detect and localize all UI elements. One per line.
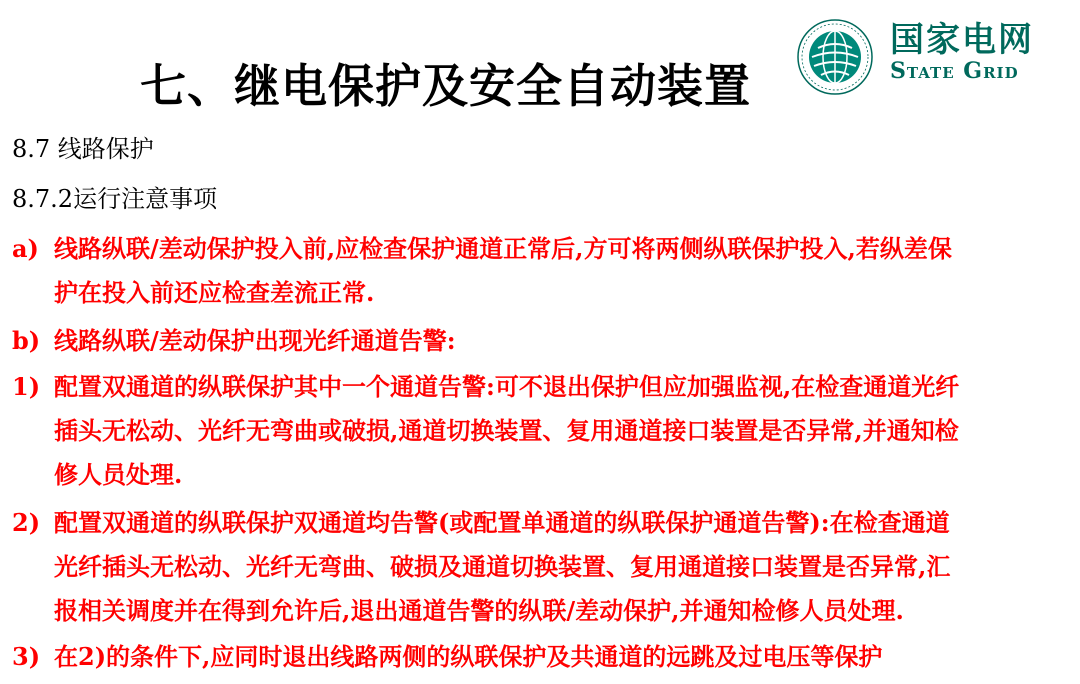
list-marker: 2) (12, 508, 41, 537)
list-item-text: 修人员处理. (54, 460, 183, 489)
list-marker: 1) (12, 372, 41, 401)
logo-english-name: State Grid (890, 58, 1019, 84)
page-title: 七、继电保护及安全自动装置 (140, 59, 751, 113)
list-item-text: 在2)的条件下,应同时退出线路两侧的纵联保护及共通道的远跳及过电压等保护 (54, 642, 883, 671)
list-item-text: 线路纵联/差动保护出现光纤通道告警: (54, 326, 456, 355)
list-item-text: 光纤插头无松动、光纤无弯曲、破损及通道切换装置、复用通道接口装置是否异常,汇 (54, 552, 951, 581)
list-item-text: 护在投入前还应检查差流正常. (54, 278, 375, 307)
section-heading: 8.7 线路保护 (12, 135, 154, 163)
globe-icon (796, 18, 874, 96)
list-item-text: 报相关调度并在得到允许后,退出通道告警的纵联/差动保护,并通知检修人员处理. (54, 596, 904, 625)
list-item-text: 插头无松动、光纤无弯曲或破损,通道切换装置、复用通道接口装置是否异常,并通知检 (54, 416, 959, 445)
logo-chinese-name: 国家电网 (890, 20, 1034, 60)
list-item-text: 配置双通道的纵联保护双通道均告警(或配置单通道的纵联保护通道告警):在检查通道 (54, 508, 950, 537)
state-grid-logo (796, 18, 1036, 88)
list-marker: b) (12, 326, 41, 355)
list-marker: a) (12, 234, 39, 263)
subsection-heading: 8.7.2运行注意事项 (12, 185, 218, 213)
list-item-text: 配置双通道的纵联保护其中一个通道告警:可不退出保护但应加强监视,在检查通道光纤 (54, 372, 960, 401)
list-marker: 3) (12, 642, 41, 671)
list-item-text: 线路纵联/差动保护投入前,应检查保护通道正常后,方可将两侧纵联保护投入,若纵差保 (54, 234, 952, 263)
